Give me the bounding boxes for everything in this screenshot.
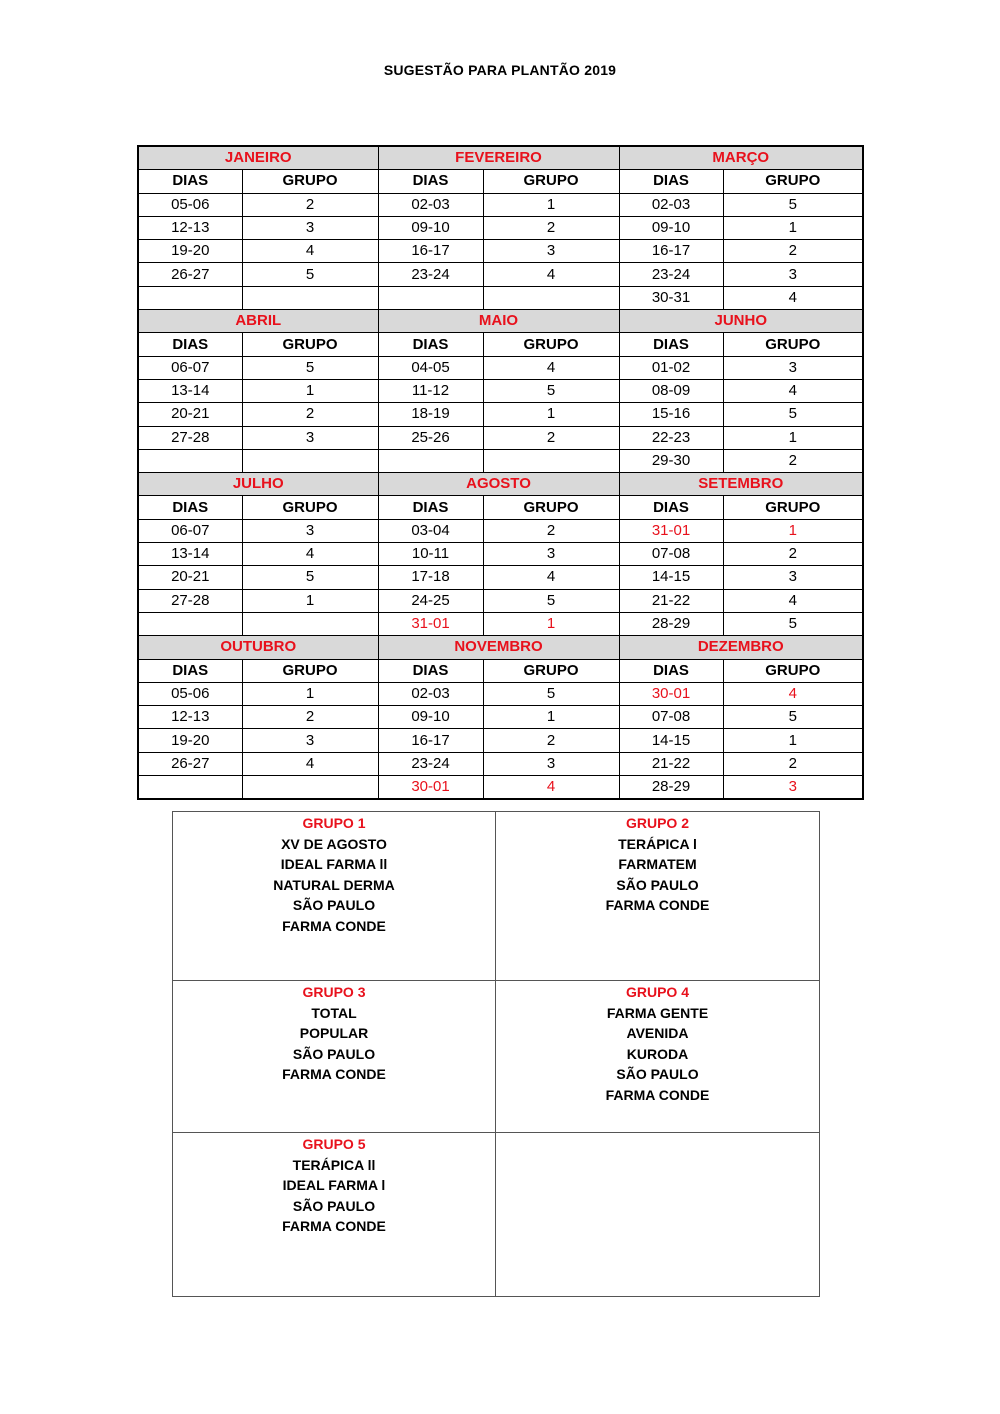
- grupo-cell: 5: [723, 193, 863, 216]
- group-cell: [173, 812, 496, 981]
- group-cell: [496, 1133, 820, 1297]
- group-member: XV DE AGOSTO: [281, 835, 387, 852]
- table-row: [138, 240, 863, 263]
- grupo-cell: 3: [723, 263, 863, 286]
- dias-cell: 09-10: [378, 706, 483, 729]
- document-title: SUGESTÃO PARA PLANTÃO 2019: [383, 62, 617, 78]
- dias-cell: 12-13: [138, 706, 242, 729]
- table-row: [138, 752, 863, 775]
- dias-cell: 30-01: [378, 776, 483, 800]
- dias-cell: 01-02: [619, 356, 723, 379]
- table-row: [138, 682, 863, 705]
- group-member: FARMA CONDE: [282, 1218, 386, 1234]
- grupo-cell: 4: [242, 240, 378, 263]
- dias-header: DIAS: [378, 333, 483, 356]
- grupo-header: GRUPO: [242, 659, 378, 682]
- month-name: DEZEMBRO: [619, 636, 863, 659]
- grupo-header: GRUPO: [723, 659, 863, 682]
- grupo-cell: 2: [483, 519, 619, 542]
- grupo-cell: 5: [483, 682, 619, 705]
- grupo-header: GRUPO: [242, 496, 378, 519]
- dias-cell: 29-30: [619, 449, 723, 472]
- column-header-row: [138, 333, 863, 356]
- dias-cell: 25-26: [378, 426, 483, 449]
- dias-cell: 19-20: [138, 240, 242, 263]
- grupo-cell: 4: [723, 286, 863, 309]
- group-member: SÃO PAULO: [292, 1197, 376, 1214]
- grupo-cell: 5: [483, 589, 619, 612]
- group-member: POPULAR: [299, 1025, 369, 1041]
- grupo-cell: [483, 449, 619, 472]
- grupo-cell: 3: [242, 426, 378, 449]
- dias-cell: 14-15: [619, 566, 723, 589]
- month-name: MARÇO: [619, 146, 863, 170]
- group-title: GRUPO 5: [302, 1136, 366, 1152]
- month-header-row: [138, 473, 863, 496]
- month-name: JULHO: [138, 473, 378, 496]
- month-name: MAIO: [378, 310, 619, 333]
- grupo-cell: 4: [483, 263, 619, 286]
- group-member: SÃO PAULO: [292, 897, 376, 913]
- groups-row: [173, 981, 820, 1133]
- grupo-cell: 5: [483, 379, 619, 402]
- dias-cell: 12-13: [138, 216, 242, 239]
- grupo-header: GRUPO: [723, 333, 863, 356]
- group-member: NATURAL DERMA: [273, 876, 395, 893]
- grupo-cell: [242, 612, 378, 635]
- grupo-cell: 5: [242, 356, 378, 379]
- month-name: ABRIL: [138, 310, 378, 333]
- dias-cell: 22-23: [619, 426, 723, 449]
- dias-header: DIAS: [138, 659, 242, 682]
- dias-cell: 05-06: [138, 193, 242, 216]
- grupo-cell: 2: [723, 240, 863, 263]
- dias-cell: [138, 449, 242, 472]
- grupo-cell: 2: [723, 752, 863, 775]
- grupo-header: GRUPO: [483, 496, 619, 519]
- dias-cell: 23-24: [619, 263, 723, 286]
- dias-header: DIAS: [619, 496, 723, 519]
- dias-cell: 20-21: [138, 566, 242, 589]
- dias-header: DIAS: [378, 170, 483, 193]
- table-row: [138, 379, 863, 402]
- dias-cell: 26-27: [138, 263, 242, 286]
- grupo-cell: [242, 776, 378, 800]
- dias-cell: 07-08: [619, 706, 723, 729]
- grupo-cell: 2: [483, 216, 619, 239]
- grupo-cell: 1: [483, 403, 619, 426]
- grupo-cell: 3: [723, 776, 863, 800]
- grupo-cell: 4: [242, 752, 378, 775]
- grupo-cell: [242, 286, 378, 309]
- grupo-cell: 2: [242, 403, 378, 426]
- group-member: FARMA CONDE: [282, 1066, 386, 1082]
- dias-cell: 23-24: [378, 263, 483, 286]
- dias-cell: 26-27: [138, 752, 242, 775]
- table-row: [138, 729, 863, 752]
- grupo-cell: 1: [723, 729, 863, 752]
- dias-cell: 14-15: [619, 729, 723, 752]
- grupo-cell: 2: [483, 729, 619, 752]
- table-row: [138, 566, 863, 589]
- group-member: SÃO PAULO: [616, 1066, 699, 1082]
- group-cell: [496, 981, 820, 1133]
- column-header-row: [138, 170, 863, 193]
- dias-cell: 13-14: [138, 379, 242, 402]
- dias-cell: 06-07: [138, 356, 242, 379]
- group-member: SÃO PAULO: [292, 1045, 376, 1062]
- grupo-cell: 5: [242, 263, 378, 286]
- table-row: [138, 706, 863, 729]
- dias-header: DIAS: [619, 659, 723, 682]
- dias-cell: 02-03: [619, 193, 723, 216]
- dias-cell: 13-14: [138, 543, 242, 566]
- table-row: [138, 543, 863, 566]
- dias-cell: 09-10: [378, 216, 483, 239]
- dias-cell: 10-11: [378, 543, 483, 566]
- schedule-body: [138, 146, 863, 799]
- table-row: [138, 449, 863, 472]
- dias-cell: [378, 449, 483, 472]
- grupo-cell: 4: [723, 682, 863, 705]
- grupo-cell: 3: [483, 240, 619, 263]
- dias-cell: 21-22: [619, 589, 723, 612]
- dias-cell: 17-18: [378, 566, 483, 589]
- dias-cell: 24-25: [378, 589, 483, 612]
- dias-cell: 23-24: [378, 752, 483, 775]
- grupo-cell: 1: [723, 426, 863, 449]
- grupo-cell: 1: [723, 216, 863, 239]
- dias-cell: 06-07: [138, 519, 242, 542]
- grupo-cell: 4: [483, 566, 619, 589]
- month-header-row: [138, 636, 863, 659]
- group-member: FARMATEM: [618, 856, 697, 872]
- group-member: IDEAL FARMA l: [282, 1177, 386, 1193]
- table-row: [138, 776, 863, 800]
- dias-cell: 28-29: [619, 776, 723, 800]
- group-member: SÃO PAULO: [616, 876, 699, 893]
- grupo-cell: 2: [483, 426, 619, 449]
- grupo-cell: 5: [723, 403, 863, 426]
- table-row: [138, 426, 863, 449]
- grupo-cell: 3: [723, 566, 863, 589]
- dias-cell: 31-01: [619, 519, 723, 542]
- table-row: [138, 519, 863, 542]
- grupo-cell: 4: [723, 379, 863, 402]
- group-member: TERÁPICA l: [618, 835, 697, 852]
- dias-cell: 03-04: [378, 519, 483, 542]
- grupo-cell: 1: [483, 612, 619, 635]
- grupo-cell: [242, 449, 378, 472]
- dias-cell: 05-06: [138, 682, 242, 705]
- month-name: NOVEMBRO: [378, 636, 619, 659]
- grupo-cell: 1: [242, 682, 378, 705]
- group-member: FARMA CONDE: [282, 917, 386, 934]
- grupo-cell: 3: [483, 543, 619, 566]
- month-name: JUNHO: [619, 310, 863, 333]
- month-name: SETEMBRO: [619, 473, 863, 496]
- grupo-cell: 4: [723, 589, 863, 612]
- group-member: FARMA CONDE: [605, 1086, 710, 1103]
- dias-cell: 02-03: [378, 193, 483, 216]
- dias-header: DIAS: [138, 333, 242, 356]
- month-name: AGOSTO: [378, 473, 619, 496]
- grupo-cell: 3: [483, 752, 619, 775]
- grupo-cell: 2: [242, 193, 378, 216]
- grupo-cell: 5: [723, 612, 863, 635]
- month-header-row: [138, 146, 863, 170]
- table-row: [138, 356, 863, 379]
- dias-header: DIAS: [378, 659, 483, 682]
- month-name: JANEIRO: [138, 146, 378, 170]
- dias-cell: 07-08: [619, 543, 723, 566]
- schedule-table: [137, 145, 864, 800]
- table-row: [138, 403, 863, 426]
- month-name: FEVEREIRO: [378, 146, 619, 170]
- dias-cell: [138, 612, 242, 635]
- grupo-cell: 3: [242, 519, 378, 542]
- group-member: KURODA: [626, 1045, 689, 1062]
- grupo-header: GRUPO: [723, 170, 863, 193]
- group-cell: [496, 812, 820, 981]
- dias-cell: 31-01: [378, 612, 483, 635]
- group-title: GRUPO 1: [302, 815, 366, 831]
- grupo-cell: 3: [242, 729, 378, 752]
- grupo-header: GRUPO: [242, 170, 378, 193]
- grupo-header: GRUPO: [483, 333, 619, 356]
- grupo-cell: 2: [723, 543, 863, 566]
- group-member: FARMA CONDE: [605, 897, 710, 913]
- group-title: GRUPO 2: [625, 815, 689, 831]
- dias-header: DIAS: [138, 170, 242, 193]
- grupo-header: GRUPO: [723, 496, 863, 519]
- dias-cell: [378, 286, 483, 309]
- dias-cell: 27-28: [138, 589, 242, 612]
- dias-cell: 30-01: [619, 682, 723, 705]
- dias-cell: 02-03: [378, 682, 483, 705]
- grupo-header: GRUPO: [483, 659, 619, 682]
- dias-header: DIAS: [619, 170, 723, 193]
- grupo-cell: 1: [242, 589, 378, 612]
- grupo-cell: 1: [242, 379, 378, 402]
- groups-row: [173, 1133, 820, 1297]
- grupo-cell: 1: [483, 706, 619, 729]
- dias-cell: 08-09: [619, 379, 723, 402]
- column-header-row: [138, 659, 863, 682]
- group-member: AVENIDA: [626, 1025, 689, 1041]
- dias-cell: 30-31: [619, 286, 723, 309]
- grupo-cell: [483, 286, 619, 309]
- dias-header: DIAS: [138, 496, 242, 519]
- dias-cell: 09-10: [619, 216, 723, 239]
- table-row: [138, 216, 863, 239]
- dias-cell: 04-05: [378, 356, 483, 379]
- grupo-header: GRUPO: [242, 333, 378, 356]
- group-cell: [173, 981, 496, 1133]
- group-member: FARMA GENTE: [606, 1004, 709, 1021]
- month-name: OUTUBRO: [138, 636, 378, 659]
- group-member: IDEAL FARMA ll: [280, 856, 388, 872]
- group-title: GRUPO 3: [302, 984, 366, 1000]
- dias-cell: 27-28: [138, 426, 242, 449]
- dias-cell: 16-17: [378, 729, 483, 752]
- dias-cell: 16-17: [619, 240, 723, 263]
- groups-row: [173, 812, 820, 981]
- dias-cell: 18-19: [378, 403, 483, 426]
- groups-table: [172, 811, 820, 1297]
- dias-cell: [138, 286, 242, 309]
- table-row: [138, 286, 863, 309]
- dias-cell: 21-22: [619, 752, 723, 775]
- dias-cell: 19-20: [138, 729, 242, 752]
- dias-cell: 28-29: [619, 612, 723, 635]
- grupo-cell: 2: [723, 449, 863, 472]
- groups-body: [173, 812, 820, 1297]
- dias-cell: 16-17: [378, 240, 483, 263]
- table-row: [138, 263, 863, 286]
- group-title: GRUPO 4: [625, 984, 689, 1000]
- grupo-cell: 3: [723, 356, 863, 379]
- column-header-row: [138, 496, 863, 519]
- grupo-cell: 4: [483, 776, 619, 800]
- dias-cell: 20-21: [138, 403, 242, 426]
- grupo-cell: 5: [242, 566, 378, 589]
- grupo-cell: 1: [723, 519, 863, 542]
- dias-cell: 11-12: [378, 379, 483, 402]
- month-header-row: [138, 310, 863, 333]
- table-row: [138, 612, 863, 635]
- group-member: TERÁPICA ll: [292, 1156, 376, 1173]
- grupo-cell: 1: [483, 193, 619, 216]
- dias-cell: [138, 776, 242, 800]
- grupo-cell: 4: [483, 356, 619, 379]
- group-cell: [173, 1133, 496, 1297]
- grupo-cell: 3: [242, 216, 378, 239]
- table-row: [138, 193, 863, 216]
- table-row: [138, 589, 863, 612]
- dias-cell: 15-16: [619, 403, 723, 426]
- dias-header: DIAS: [378, 496, 483, 519]
- grupo-cell: 4: [242, 543, 378, 566]
- grupo-header: GRUPO: [483, 170, 619, 193]
- group-member: TOTAL: [311, 1004, 357, 1021]
- dias-header: DIAS: [619, 333, 723, 356]
- grupo-cell: 5: [723, 706, 863, 729]
- grupo-cell: 2: [242, 706, 378, 729]
